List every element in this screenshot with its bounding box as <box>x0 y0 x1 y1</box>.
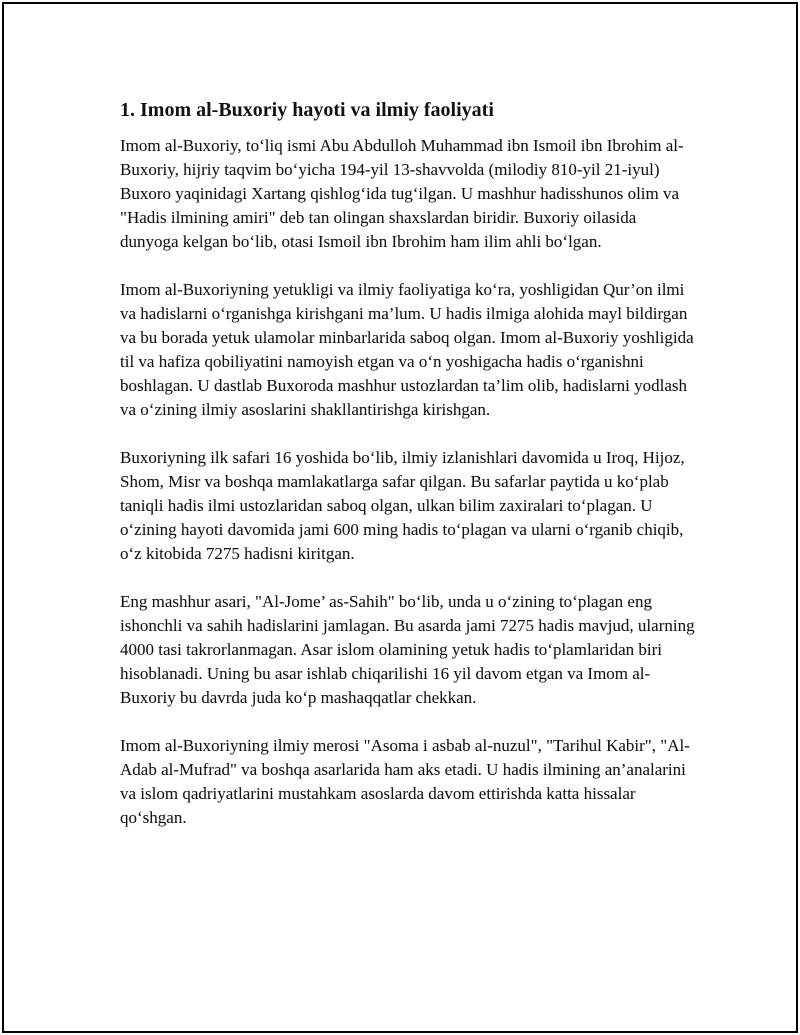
paragraph-travels: Buxoriyning ilk safari 16 yoshida bo‘lib, ilmiy izlanishlari davomida u Iroq, Hijoz, Shom, Misr va boshqa mamlakatlarga safar qilgan. Bu safarlar paytida u ko‘plab taniqli hadis ilmi ustozlaridan saboq olgan, ulkan bilim zaxiralari to‘plagan. U o‘zining hayoti davomida jami 600 ming hadis to‘plagan va ularni o‘rganib chiqib, o‘z kitobida 7275 hadisni kiritgan. <box>120 448 685 563</box>
document-body <box>120 96 698 854</box>
paragraph-legacy: Imom al-Buxoriyning ilmiy merosi "Asoma i asbab al-nuzul", "Tarihul Kabir", "Al-Adab al-Mufrad" va boshqa asarlarida ham aks etadi. U hadis ilmining an’analarini va islom qadriyatlarini mustahkam asoslarda davom ettirishda katta hissalar qo‘shgan. <box>120 736 690 827</box>
paragraph-biography: Imom al-Buxoriy, to‘liq ismi Abu Abdulloh Muhammad ibn Ismoil ibn Ibrohim al-Buxoriy, hijriy taqvim bo‘yicha 194-yil 13-shavvolda (milodiy 810-yil 21-iyul) Buxoro yaqinidagi Xartang qishlog‘ida tug‘ilgan. U mashhur hadisshunos olim va "Hadis ilmining amiri" deb tan olingan shaxslardan biridir. Buxoriy oilasida dunyoga kelgan bo‘lib, otasi Ismoil ibn Ibrohim ham ilim ahli bo‘lgan. <box>120 136 684 251</box>
paragraph-education: Imom al-Buxoriyning yetukligi va ilmiy faoliyatiga ko‘ra, yoshligidan Qur’on ilmi va hadislarni o‘rganishga kirishgani ma’lum. U hadis ilmiga alohida mayl bildirgan va bu borada yetuk ulamolar minbarlarida saboq olgan. Imom al-Buxoriy yoshligida til va hafiza qobiliyatini namoyish etgan va o‘n yoshigacha hadis o‘rganishni boshlagan. U dastlab Buxoroda mashhur ustozlardan ta’lim olib, hadislarni yodlash va o‘zining ilmiy asoslarini shakllantirishga kirishgan. <box>120 280 694 419</box>
section-heading: 1. Imom al-Buxoriy hayoti va ilmiy faoliyati <box>120 99 494 121</box>
paragraph-sahih: Eng mashhur asari, "Al-Jome’ as-Sahih" bo‘lib, unda u o‘zining to‘plagan eng ishonchli va sahih hadislarini jamlagan. Bu asarda jami 7275 hadis mavjud, ularning 4000 tasi takrorlanmagan. Asar islom olamining yetuk hadis to‘plamlaridan biri hisoblanadi. Uning bu asar ishlab chiqarilishi 16 yil davom etgan va Imom al-Buxoriy bu davrda juda ko‘p mashaqqatlar chekkan. <box>120 592 695 707</box>
page-frame <box>2 2 798 1033</box>
